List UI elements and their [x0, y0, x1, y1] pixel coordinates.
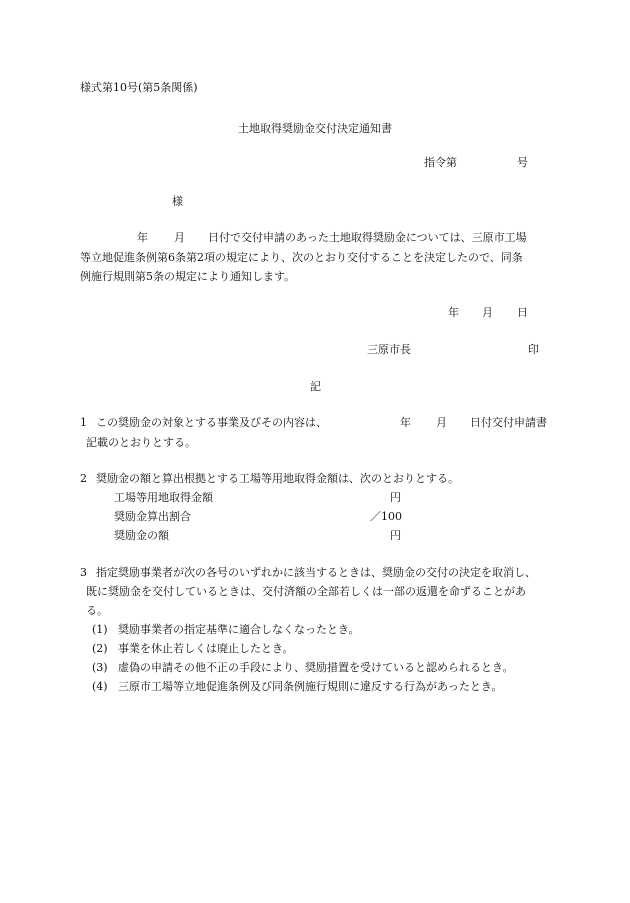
- notice-number-suffix: 号: [517, 156, 528, 169]
- addressee-suffix: 様: [172, 195, 183, 208]
- item3-subitem-text: 奨励事業者の指定基準に適合しなくなったとき。: [118, 623, 360, 636]
- body-month: 月: [174, 231, 185, 244]
- signer-title: 三原市長: [367, 343, 411, 356]
- ki-heading: 記: [310, 380, 321, 393]
- form-number: 様式第10号(第5条関係): [80, 81, 198, 94]
- item1-year: 年: [400, 416, 411, 429]
- item1-text-b: 日付交付申請書: [470, 416, 547, 429]
- date-day: 日: [517, 306, 528, 319]
- item3-line-2: 既に奨励金を交付しているときは、交付済額の全部若しくは一部の返還を命ずることがあ: [86, 585, 526, 598]
- seal-mark: 印: [528, 343, 539, 356]
- item3-subitem-text: 虚偽の申請その他不正の手段により、奨励措置を受けていると認められるとき。: [118, 661, 514, 674]
- item2-row-label: 奨励金の額: [114, 529, 169, 542]
- item2-text: 奨励金の額と算出根拠とする工場等用地取得金額は、次のとおりとする。: [96, 472, 459, 485]
- item1-line-2: 記載のとおりとする。: [86, 436, 196, 449]
- item3-subitem-number: (3): [92, 661, 108, 674]
- item3-line-1: 指定奨励事業者が次の各号のいずれかに該当するときは、奨励金の交付の決定を取消し、: [96, 566, 536, 579]
- body-line-2: 等立地促進条例第6条第2項の規定により、次のとおり交付することを決定したので、同条: [80, 251, 523, 264]
- item1-month: 月: [436, 416, 447, 429]
- document-title: 土地取得奨励金交付決定通知書: [238, 122, 392, 135]
- item3-line-3: る。: [86, 604, 108, 617]
- item3-subitem-text: 事業を休止若しくは廃止したとき。: [118, 642, 294, 655]
- body-line-3: 例施行規則第5条の規定により通知します。: [80, 270, 296, 283]
- item2-row-label: 奨励金算出割合: [114, 510, 191, 523]
- item3-number: 3: [80, 566, 87, 579]
- item1-number: 1: [80, 416, 87, 429]
- body-year: 年: [137, 231, 148, 244]
- item3-subitem-number: (4): [92, 680, 108, 693]
- date-year: 年: [448, 306, 459, 319]
- date-month: 月: [482, 306, 493, 319]
- item1-text-a: この奨励金の対象とする事業及びその内容は、: [96, 416, 327, 429]
- item3-subitem-text: 三原市工場等立地促進条例及び同条例施行規則に違反する行為があったとき。: [118, 680, 503, 693]
- item2-number: 2: [80, 472, 87, 485]
- item3-subitem-number: (1): [92, 623, 108, 636]
- item2-row-unit: ／100: [370, 510, 402, 523]
- item2-row-unit: 円: [390, 529, 401, 542]
- item3-subitem-number: (2): [92, 642, 108, 655]
- item2-row-label: 工場等用地取得金額: [114, 491, 213, 504]
- body-line-1: 日付で交付申請のあった土地取得奨励金については、三原市工場: [208, 231, 527, 244]
- notice-number-prefix: 指令第: [424, 156, 457, 169]
- item2-row-unit: 円: [390, 491, 401, 504]
